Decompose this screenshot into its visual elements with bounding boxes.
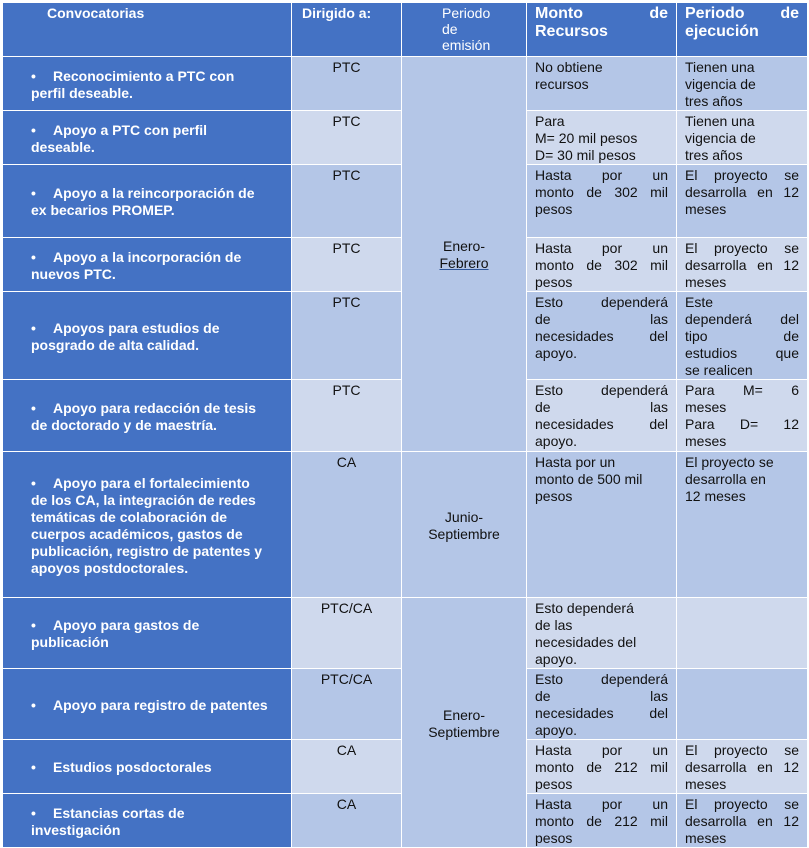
- dirigido-cell: CA: [292, 794, 402, 848]
- dirigido-cell: PTC: [292, 111, 402, 165]
- ejecucion-cell: [677, 669, 808, 740]
- dirigido-cell: PTC: [292, 165, 402, 238]
- dirigido-cell: PTC/CA: [292, 669, 402, 740]
- convocatoria-name: • Apoyo a la reincorporación de ex becarios PROMEP.: [3, 165, 292, 238]
- periodo-emision-cell: Enero- Septiembre: [402, 598, 527, 848]
- convocatoria-name: • Apoyo para registro de patentes: [3, 669, 292, 740]
- periodo-emision-cell: Enero- Febrero: [402, 57, 527, 452]
- monto-cell: Hasta por un monto de 500 mil pesos: [527, 452, 677, 598]
- ejecucion-cell: Para M= 6 meses Para D= 12 meses: [677, 380, 808, 452]
- monto-cell: Hasta por un monto de 302 mil pesos: [527, 165, 677, 238]
- header-periodo-ejecucion: Periodo de ejecución: [677, 3, 808, 57]
- table-row: [3, 57, 808, 111]
- periodo-emision-cell: Junio- Septiembre: [402, 452, 527, 598]
- convocatoria-name: • Apoyo a la incorporación de nuevos PTC.: [3, 238, 292, 292]
- dirigido-cell: PTC: [292, 57, 402, 111]
- dirigido-cell: CA: [292, 740, 402, 794]
- dirigido-cell: PTC/CA: [292, 598, 402, 669]
- ejecucion-cell: El proyecto se desarrolla en 12 meses: [677, 452, 808, 598]
- dirigido-cell: PTC: [292, 238, 402, 292]
- monto-cell: Esto dependerá de las necesidades del apoyo.: [527, 292, 677, 380]
- table-row: [3, 452, 808, 598]
- monto-cell: Hasta por un monto de 212 mil pesos: [527, 740, 677, 794]
- bullet: •: [31, 696, 36, 713]
- monto-cell: No obtiene recursos: [527, 57, 677, 111]
- dirigido-cell: CA: [292, 452, 402, 598]
- header-convocatorias: Convocatorias: [3, 3, 292, 57]
- bullet: •: [31, 248, 36, 265]
- ejecucion-cell: [677, 598, 808, 669]
- bullet: •: [31, 617, 36, 633]
- dirigido-cell: PTC: [292, 292, 402, 380]
- convocatoria-name: • Apoyo a PTC con perfil deseable.: [3, 111, 292, 165]
- bullet: •: [31, 121, 36, 138]
- ejecucion-cell: El proyecto se desarrolla en 12 meses: [677, 165, 808, 238]
- header-dirigido: Dirigido a:: [292, 3, 402, 57]
- convocatoria-name: • Apoyos para estudios de posgrado de alta calidad.: [3, 292, 292, 380]
- bullet: •: [31, 804, 36, 821]
- convocatoria-name: • Apoyo para gastos de publicación: [3, 598, 292, 669]
- bullet: •: [31, 399, 36, 416]
- convocatoria-name: • Estudios posdoctorales: [3, 740, 292, 794]
- ejecucion-cell: El proyecto se desarrolla en 12 meses: [677, 740, 808, 794]
- ejecucion-cell: Este dependerá del tipo de estudios que se realicen: [677, 292, 808, 380]
- dirigido-cell: PTC: [292, 380, 402, 452]
- monto-cell: Hasta por un monto de 212 mil pesos: [527, 794, 677, 848]
- header-row: [3, 3, 808, 57]
- monto-cell: Esto dependerá de las necesidades del apoyo.: [527, 669, 677, 740]
- table-row: [3, 598, 808, 669]
- ejecucion-cell: El proyecto se desarrolla en 12 meses: [677, 794, 808, 848]
- ejecucion-cell: Tienen una vigencia de tres años: [677, 111, 808, 165]
- convocatoria-name: • Reconocimiento a PTC con perfil deseable.: [3, 57, 292, 111]
- monto-cell: Para M= 20 mil pesos D= 30 mil pesos: [527, 111, 677, 165]
- bullet: •: [31, 67, 36, 84]
- ejecucion-cell: El proyecto se desarrolla en 12 meses: [677, 238, 808, 292]
- convocatoria-name: • Apoyo para redacción de tesis de doctorado y de maestría.: [3, 380, 292, 452]
- convocatorias-table: [2, 2, 808, 848]
- bullet: •: [31, 759, 36, 775]
- ejecucion-cell: Tienen una vigencia de tres años: [677, 57, 808, 111]
- convocatoria-name: • Estancias cortas de investigación: [3, 794, 292, 848]
- header-periodo-emision: Periodo de emisión: [402, 3, 527, 57]
- monto-cell: Hasta por un monto de 302 mil pesos: [527, 238, 677, 292]
- monto-cell: Esto dependerá de las necesidades del apoyo.: [527, 598, 677, 669]
- bullet: •: [31, 319, 36, 336]
- bullet: •: [31, 185, 36, 201]
- monto-cell: Esto dependerá de las necesidades del apoyo.: [527, 380, 677, 452]
- bullet: •: [31, 474, 36, 491]
- header-monto: Monto de Recursos: [527, 3, 677, 57]
- convocatoria-name: • Apoyo para el fortalecimiento de los CA, la integración de redes temáticas de colaboración de cuerpos académicos, gastos de publicación, registro de patentes y apoyos postdoctorales.: [3, 452, 292, 598]
